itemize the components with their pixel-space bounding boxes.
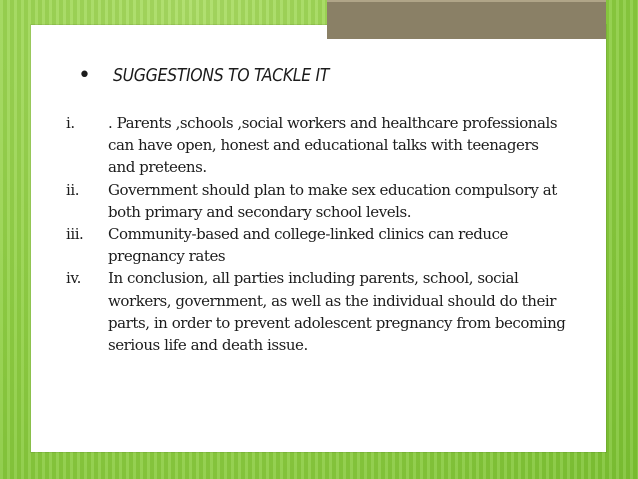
- list-item-number: iv.: [66, 269, 81, 288]
- list-item: [66, 267, 566, 356]
- list-item-number: ii.: [66, 180, 80, 199]
- list-item: [66, 112, 566, 179]
- list-item-number: i.: [66, 114, 75, 132]
- list-item-number: iii.: [66, 225, 84, 244]
- list-item: [66, 179, 566, 223]
- list-item-text: Government should plan to make sex education compulsory at both primary and secondary school levels.: [108, 180, 557, 221]
- bullet-icon: •: [78, 63, 91, 88]
- list-item-text: In conclusion, all parties including parents, school, social workers, government, as well as the individual should do their parts, in order to prevent adolescent pregnancy from becoming serious life and death issue.: [108, 269, 566, 355]
- heading-row: [78, 65, 353, 87]
- list-item: [66, 223, 566, 267]
- slide-heading: SUGGESTIONS TO TACKLE IT: [112, 66, 329, 86]
- list-item-text: Community-based and college-linked clinics can reduce pregnancy rates: [108, 225, 508, 266]
- title-tab: [327, 0, 606, 39]
- list-item-text: . Parents ,schools ,social workers and healthcare professionals can have open, honest and educational talks with teenagers and preteens.: [108, 114, 558, 177]
- suggestions-list: [66, 112, 566, 356]
